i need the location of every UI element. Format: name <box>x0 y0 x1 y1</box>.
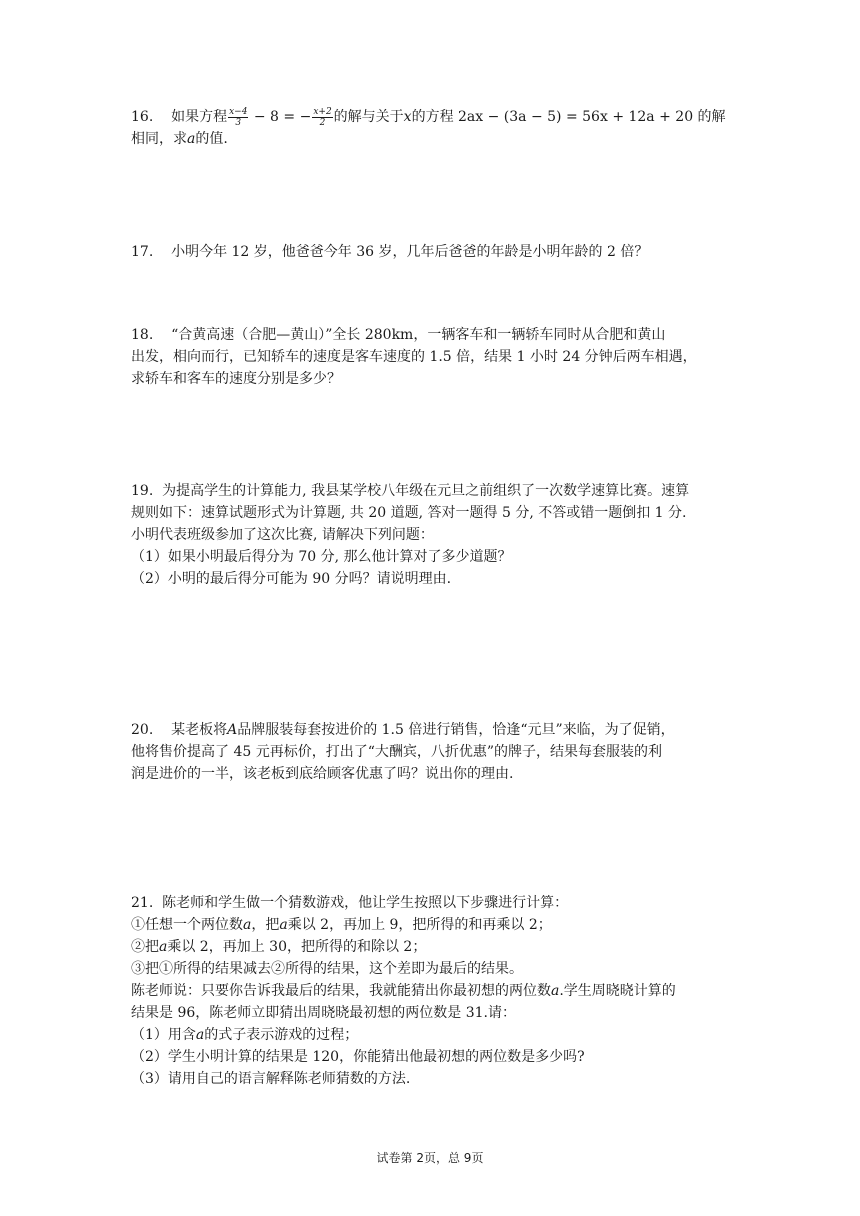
question-18-line-3: 求轿车和客车的速度分别是多少？ <box>131 371 341 387</box>
question-19-line-1 <box>131 480 731 502</box>
question-20 <box>131 719 731 785</box>
question-16 <box>131 106 731 150</box>
question-text: ，把 <box>251 917 280 933</box>
question-text: 相同，求 <box>131 131 187 147</box>
question-text: 小明今年 12 岁，他爸爸今年 36 岁，几年后爸爸的年龄是小明年龄的 2 倍？ <box>171 244 649 260</box>
fraction-numerator: x−4 <box>229 106 248 117</box>
fraction-numerator: x+2 <box>313 106 332 117</box>
question-text: 某老板将 <box>171 722 228 738</box>
question-number: 16. <box>131 109 154 125</box>
question-17-line-1 <box>131 241 731 263</box>
page-footer: 试卷第 2页，总 9页 <box>376 1151 484 1165</box>
variable-a: a <box>195 1027 205 1043</box>
question-text: ①任想一个两位数 <box>131 917 243 933</box>
question-text: 的式子表示游戏的过程； <box>204 1027 359 1043</box>
fraction-x-plus-2-over-2 <box>312 107 332 128</box>
variable-x: x <box>403 109 412 125</box>
question-number: 17. <box>131 244 154 260</box>
question-21-sub-1 <box>131 1024 731 1046</box>
question-21-step-3: ③把①所得的结果减去②所得的结果，这个差即为最后的结果。 <box>131 961 523 977</box>
question-text: 品牌服装每套按进价的 1.5 倍进行销售，恰逢“元旦”来临，为了促销， <box>237 722 675 738</box>
question-21-step-2 <box>131 936 731 958</box>
question-text: 陈老师说：只要你告诉我最后的结果，我就能猜出你最初想的两位数 <box>131 983 551 999</box>
fraction-denominator: 2 <box>319 117 326 128</box>
question-21 <box>131 892 731 1090</box>
question-text: ②把 <box>131 939 159 955</box>
fraction-x-minus-4-over-3 <box>228 107 248 128</box>
fraction-denominator: 3 <box>235 117 242 128</box>
question-text: 如果方程 <box>171 109 228 125</box>
question-20-line-3: 润是进价的一半，该老板到底给顾客优惠了吗？说出你的理由. <box>131 766 514 782</box>
question-19-sub-2: （2）小明的最后得分可能为 90 分吗？请说明理由. <box>131 571 452 587</box>
question-19-line-3: 小明代表班级参加了这次比赛, 请解决下列问题： <box>131 527 434 543</box>
question-21-line-6: 结果是 96，陈老师立即猜出周晓晓最初想的两位数是 31.请： <box>131 1005 516 1021</box>
question-21-line-5 <box>131 980 731 1002</box>
question-text: 陈老师和学生做一个猜数游戏，他让学生按照以下步骤进行计算： <box>162 895 569 911</box>
question-21-step-1 <box>131 914 731 936</box>
question-18-line-2: 出发，相向而行，已知轿车的速度是客车速度的 1.5 倍，结果 1 小时 24 分钟后两车相遇， <box>131 349 697 365</box>
question-number: 21. <box>131 895 154 911</box>
question-16-line-1 <box>131 106 731 128</box>
question-text: 的方程 2ax − (3a − 5) = 56x + 12a + 20 的解 <box>411 109 726 125</box>
question-text: 乘以 2，再加上 30，把所得的和除以 2； <box>167 939 427 955</box>
question-19-sub-1: （1）如果小明最后得分为 70 分, 那么他计算对了多少道题？ <box>131 549 512 565</box>
question-20-line-2: 他将售价提高了 45 元再标价，打出了“大酬宾，八折优惠”的牌子，结果每套服装的利 <box>131 744 663 760</box>
variable-A: A <box>227 722 238 738</box>
question-text: 乘以 2，再加上 9，把所得的和再乘以 2； <box>287 917 552 933</box>
question-text: 的解与关于 <box>333 109 404 125</box>
question-text: 为提高学生的计算能力, 我县某学校八年级在元旦之前组织了一次数学速算比赛。速算 <box>162 483 690 499</box>
question-number: 18. <box>131 327 154 343</box>
equation-middle: − 8 = − <box>249 109 312 125</box>
question-21-sub-2: （2）学生小明计算的结果是 120，你能猜出他最初想的两位数是多少吗? <box>131 1049 585 1065</box>
question-19-line-2: 规则如下：速算试题形式为计算题, 共 20 道题, 答对一题得 5 分, 不答或错一题倒扣 1 分. <box>131 505 687 521</box>
question-19 <box>131 480 731 590</box>
question-number: 19. <box>131 483 154 499</box>
question-21-sub-3: （3）请用自己的语言解释陈老师猜数的方法. <box>131 1071 411 1087</box>
variable-a: a <box>279 917 288 933</box>
question-text: 的值. <box>195 131 228 147</box>
question-18-line-1 <box>131 324 731 346</box>
question-17 <box>131 241 731 263</box>
question-20-line-1 <box>131 719 731 741</box>
question-text: （1）用含 <box>131 1027 196 1043</box>
question-18 <box>131 324 731 390</box>
question-16-line-2 <box>131 128 731 150</box>
variable-a: a <box>243 917 252 933</box>
variable-a: a <box>551 983 560 999</box>
question-number: 20. <box>131 722 154 738</box>
variable-a: a <box>187 131 196 147</box>
question-text: .学生周晓晓计算的 <box>559 983 676 999</box>
question-21-line-1 <box>131 892 731 914</box>
variable-a: a <box>159 939 168 955</box>
question-text: “合黄高速（合肥—黄山）”全长 280km，一辆客车和一辆轿车同时从合肥和黄山 <box>171 327 666 343</box>
